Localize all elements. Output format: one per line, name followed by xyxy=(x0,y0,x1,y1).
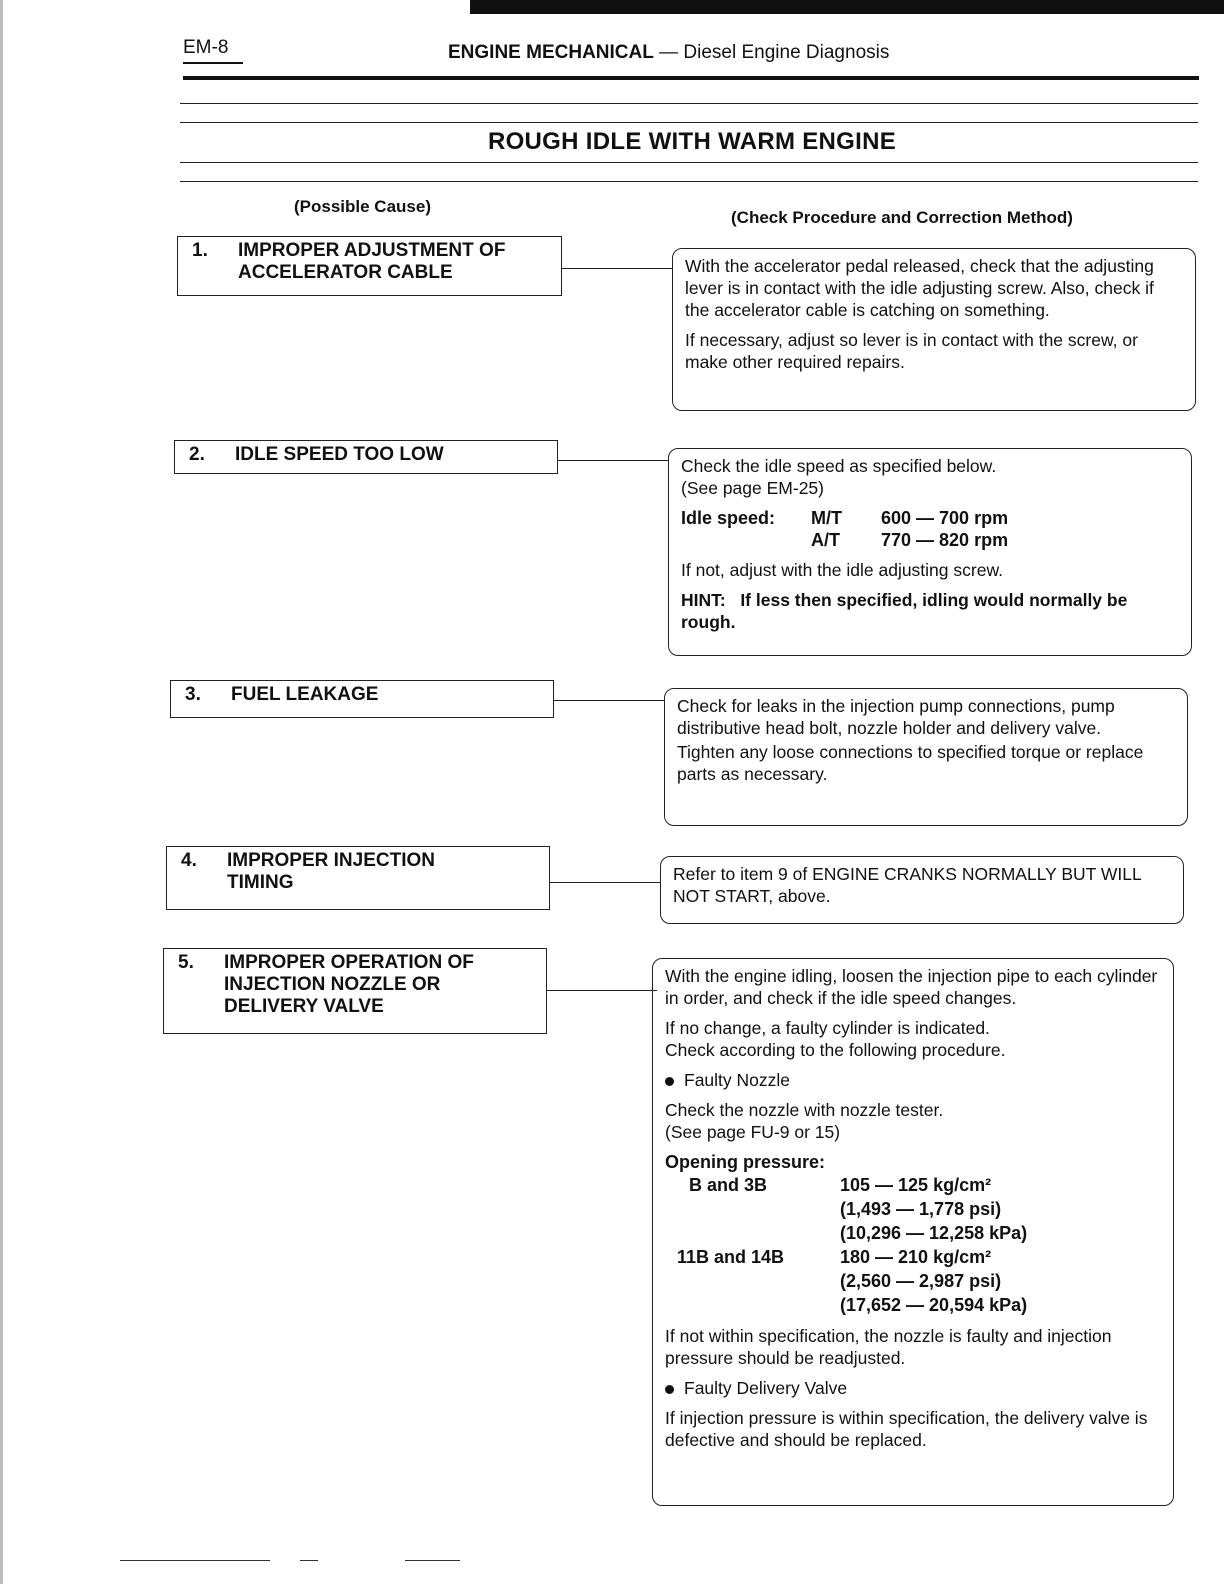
scan-top-edge xyxy=(470,0,1224,14)
page-number: EM-8 xyxy=(183,37,229,58)
cause-text: IMPROPER INJECTION TIMING xyxy=(227,850,435,893)
title-rule-bottom-1 xyxy=(180,162,1198,163)
footer-mark-3 xyxy=(405,1560,460,1561)
pressure-b14b-label: 11B and 14B xyxy=(677,1247,785,1267)
cause-box-4 xyxy=(166,846,550,910)
title-rule-top-1 xyxy=(180,103,1198,104)
header-rule xyxy=(183,76,1199,80)
spec-at-label: A/T xyxy=(811,530,840,550)
bullet-icon xyxy=(665,1385,674,1394)
check-box-3 xyxy=(664,688,1188,826)
cause-box-1 xyxy=(177,236,562,296)
bullet-text: Faulty Delivery Valve xyxy=(684,1378,848,1398)
cause-text: IDLE SPEED TOO LOW xyxy=(235,444,444,465)
check-paragraph: With the engine idling, loosen the injection pipe to each cylinder in order, and check if the idle speed changes. xyxy=(665,966,1158,1008)
column-head-check: (Check Procedure and Correction Method) xyxy=(731,208,1073,227)
check-box-5 xyxy=(652,958,1174,1506)
bullet-faulty-nozzle xyxy=(665,1069,1161,1091)
page-number-underline xyxy=(183,62,243,64)
footer-mark-1 xyxy=(120,1560,270,1561)
header-separator: — xyxy=(653,42,684,63)
check-paragraph: If necessary, adjust so lever is in contact with the screw, or make other required repairs. xyxy=(685,330,1138,372)
check-paragraph: Tighten any loose connections to specified torque or replace parts as necessary. xyxy=(677,742,1144,784)
connector-3 xyxy=(554,700,664,701)
pressure-spec xyxy=(665,1173,1161,1317)
check-paragraph: If injection pressure is within specification, the delivery valve is defective and should be replaced. xyxy=(665,1408,1148,1450)
check-box-4 xyxy=(660,856,1184,924)
running-header xyxy=(448,42,889,64)
footer-mark-2 xyxy=(300,1560,318,1561)
hint-label: HINT: xyxy=(681,590,726,610)
pressure-label: Opening pressure: xyxy=(665,1152,826,1172)
bullet-text: Faulty Nozzle xyxy=(684,1070,791,1090)
connector-2 xyxy=(558,460,668,461)
check-paragraph: If not within specification, the nozzle is faulty and injection pressure should be readjusted. xyxy=(665,1326,1112,1368)
cause-number: 3. xyxy=(185,684,201,705)
column-head-cause: (Possible Cause) xyxy=(294,197,431,216)
check-box-2 xyxy=(668,448,1192,656)
cause-box-5 xyxy=(163,948,547,1034)
title-rule-top-2 xyxy=(180,122,1198,123)
spec-mt-label: M/T xyxy=(811,508,842,528)
check-paragraph: If no change, a faulty cylinder is indicated. Check according to the following procedure. xyxy=(665,1018,1006,1060)
spec-at-value: 770 — 820 rpm xyxy=(881,530,1009,550)
cause-number: 2. xyxy=(189,444,205,465)
idle-speed-spec xyxy=(681,507,1179,551)
check-paragraph: Refer to item 9 of ENGINE CRANKS NORMALLY BUT WILL NOT START, above. xyxy=(673,864,1142,906)
bullet-icon xyxy=(665,1077,674,1086)
cause-text: IMPROPER OPERATION OF INJECTION NOZZLE OR DELIVERY VALVE xyxy=(224,952,474,1017)
hint-text: If less then specified, idling would normally be rough. xyxy=(681,590,1128,632)
pressure-b3b-values: 105 — 125 kg/cm² (1,493 — 1,778 psi) (10,296 — 12,258 kPa) xyxy=(840,1175,1028,1243)
check-paragraph: With the accelerator pedal released, check that the adjusting lever is in contact with the idle adjusting screw. Also, check if the accelerator cable is catching on something. xyxy=(685,256,1154,320)
cause-number: 4. xyxy=(181,850,197,871)
check-paragraph: Check for leaks in the injection pump connections, pump distributive head bolt, nozzle holder and delivery valve. xyxy=(677,696,1115,738)
cause-text: IMPROPER ADJUSTMENT OF ACCELERATOR CABLE xyxy=(238,240,506,283)
cause-text: FUEL LEAKAGE xyxy=(231,684,379,705)
cause-box-3 xyxy=(170,680,554,718)
header-subsection: Diesel Engine Diagnosis xyxy=(683,42,890,63)
page-title: ROUGH IDLE WITH WARM ENGINE xyxy=(487,128,897,155)
spec-mt-value: 600 — 700 rpm xyxy=(881,508,1009,528)
check-box-1 xyxy=(672,248,1196,411)
connector-4 xyxy=(550,882,660,883)
cause-number: 1. xyxy=(192,240,208,261)
pressure-b3b-label: B and 3B xyxy=(689,1175,768,1195)
cause-number: 5. xyxy=(178,952,194,973)
check-paragraph: Check the idle speed as specified below. (See page EM-25) xyxy=(681,456,997,498)
hint xyxy=(681,589,1179,633)
bullet-faulty-delivery-valve xyxy=(665,1377,1161,1399)
spec-label: Idle speed: xyxy=(681,508,776,528)
title-rule-bottom-2 xyxy=(180,181,1198,182)
connector-5 xyxy=(547,990,657,991)
pressure-b14b-values: 180 — 210 kg/cm² (2,560 — 2,987 psi) (17,652 — 20,594 kPa) xyxy=(840,1247,1028,1315)
header-section: ENGINE MECHANICAL xyxy=(448,42,654,63)
check-paragraph: If not, adjust with the idle adjusting screw. xyxy=(681,560,1003,580)
cause-box-2 xyxy=(174,440,558,474)
check-paragraph: Check the nozzle with nozzle tester. (See page FU-9 or 15) xyxy=(665,1100,944,1142)
connector-1 xyxy=(562,268,672,269)
spec-blank xyxy=(681,529,811,551)
scan-left-edge xyxy=(0,0,3,1584)
